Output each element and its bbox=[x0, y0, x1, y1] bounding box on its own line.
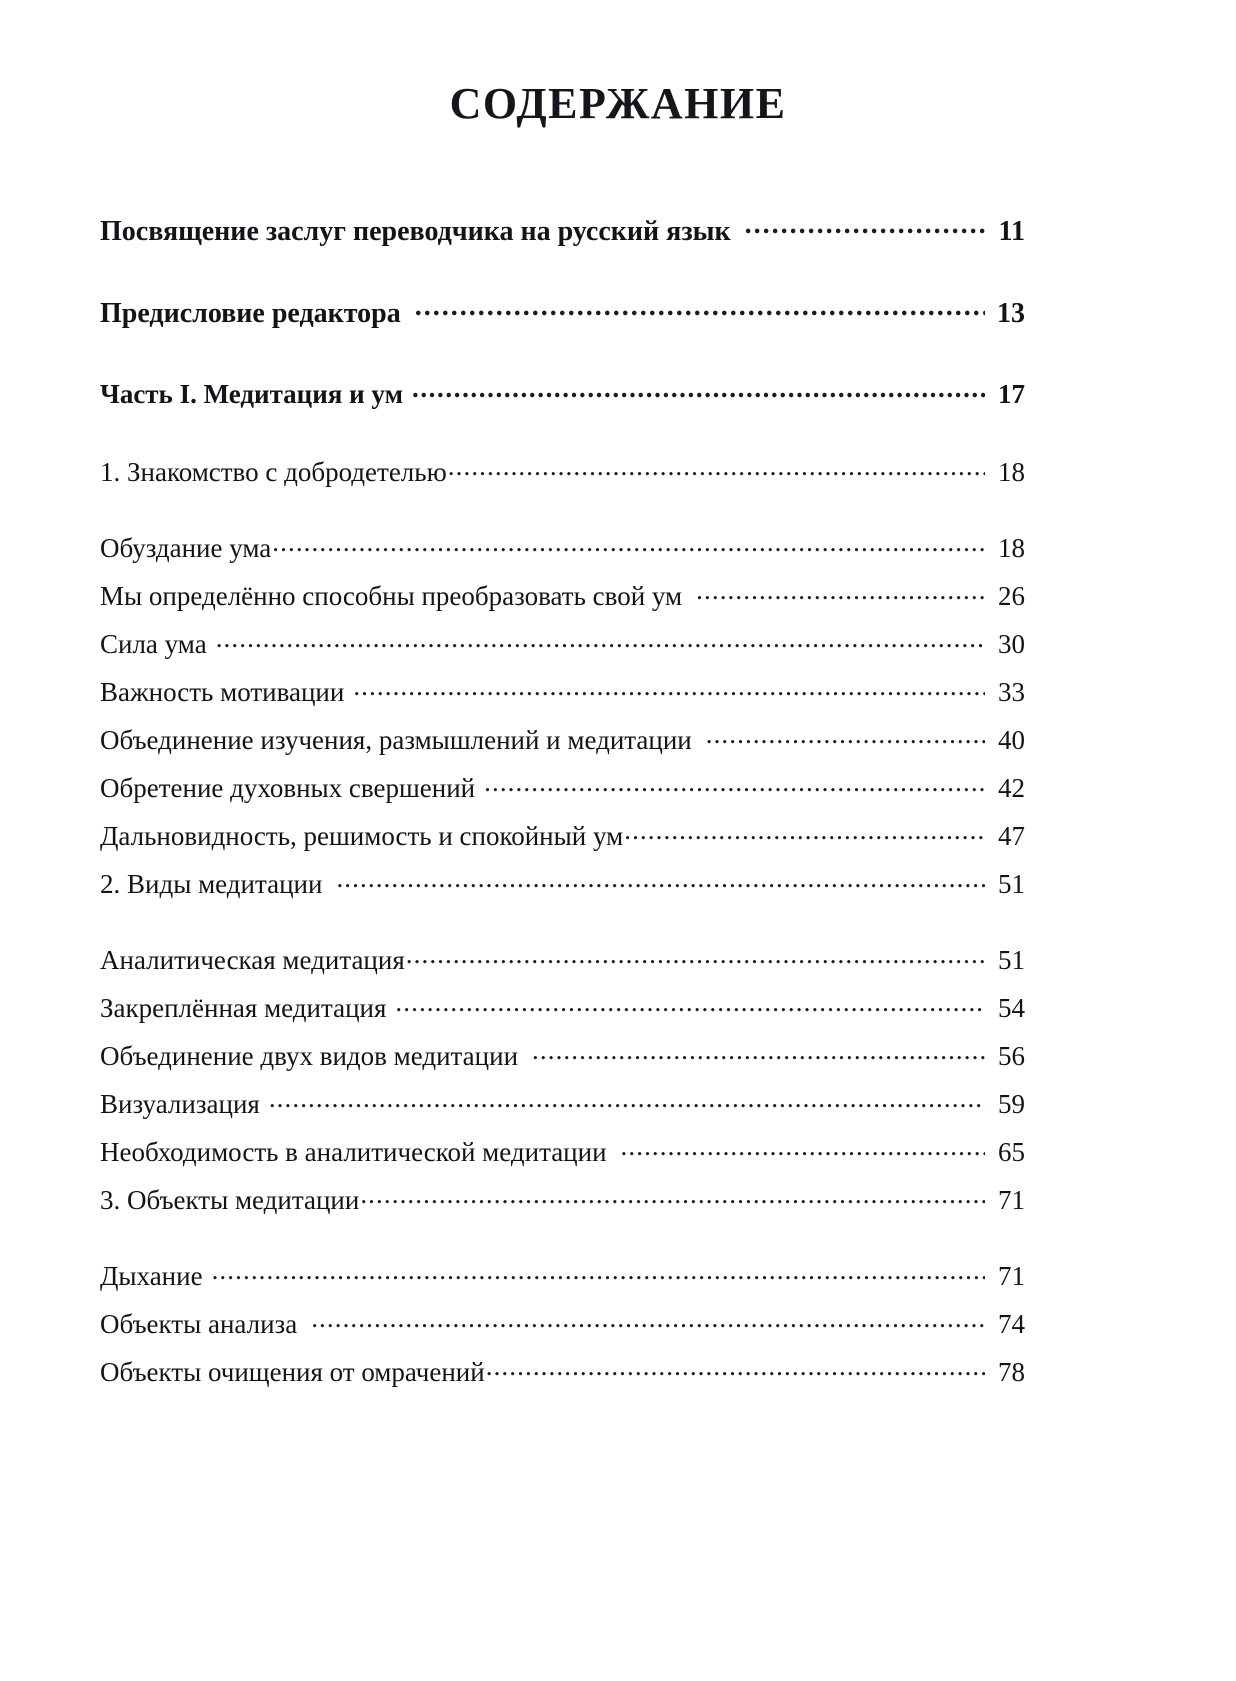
toc-entry-page-number: 47 bbox=[998, 821, 1025, 851]
toc-entry-label: Объединение двух видов медитации bbox=[100, 1041, 519, 1071]
toc-entry-page-number: 71 bbox=[998, 1185, 1025, 1215]
toc-leader-dots bbox=[706, 722, 985, 749]
toc-entry-page-number: 59 bbox=[998, 1089, 1025, 1119]
toc-entry[interactable] bbox=[100, 294, 1025, 328]
toc-entry-label: Объекты анализа bbox=[100, 1309, 298, 1339]
toc-entry-page-number: 74 bbox=[998, 1309, 1025, 1339]
toc-leader-dots bbox=[745, 212, 985, 240]
toc-entry-label: Визуализация bbox=[100, 1089, 260, 1119]
toc-entry-page-number: 65 bbox=[998, 1137, 1025, 1167]
toc-leader-dots bbox=[336, 866, 985, 893]
toc-entry-label: Обуздание ума bbox=[100, 533, 272, 563]
toc-entry[interactable] bbox=[100, 626, 1025, 658]
toc-leader-dots bbox=[484, 770, 985, 797]
toc-entry[interactable] bbox=[100, 212, 1025, 246]
toc-entry[interactable] bbox=[100, 1086, 1025, 1118]
toc-entry-page-number: 26 bbox=[998, 581, 1025, 611]
toc-leader-dots bbox=[415, 294, 985, 322]
toc-entry[interactable] bbox=[100, 770, 1025, 802]
toc-leader-dots bbox=[532, 1038, 985, 1065]
toc-entry[interactable] bbox=[100, 1306, 1025, 1338]
toc-leader-dots bbox=[395, 990, 985, 1017]
toc-entry-page-number: 13 bbox=[997, 298, 1025, 329]
toc-leader-dots bbox=[311, 1306, 985, 1333]
toc-leader-dots bbox=[216, 626, 985, 653]
toc-entry-page-number: 40 bbox=[998, 725, 1025, 755]
toc-entry-label: Обретение духовных свершений bbox=[100, 773, 476, 803]
toc-entry[interactable] bbox=[100, 1258, 1025, 1290]
toc-entry-label: Объединение изучения, размышлений и медитации bbox=[100, 725, 692, 755]
toc-entry-label: Часть I. Медитация и ум bbox=[100, 379, 403, 409]
toc-entry[interactable] bbox=[100, 818, 1025, 850]
toc-entry-label: Дальновидность, решимость и спокойный ум bbox=[100, 821, 624, 851]
toc-leader-dots bbox=[272, 530, 985, 557]
toc-entry-label: 1. Знакомство с добродетелью bbox=[100, 457, 447, 487]
toc-entry[interactable] bbox=[100, 1182, 1025, 1214]
toc-entry-label: 3. Объекты медитации bbox=[100, 1185, 360, 1215]
toc-leader-dots bbox=[412, 376, 985, 403]
toc-leader-dots bbox=[212, 1258, 985, 1285]
toc-entry-page-number: 78 bbox=[998, 1357, 1025, 1387]
toc-entry-page-number: 33 bbox=[998, 677, 1025, 707]
toc-entry-page-number: 51 bbox=[998, 869, 1025, 899]
toc-leader-dots bbox=[621, 1134, 985, 1161]
toc-leader-dots bbox=[360, 1182, 985, 1209]
toc-entry-page-number: 17 bbox=[998, 379, 1025, 409]
toc-entry-page-number: 56 bbox=[998, 1041, 1025, 1071]
toc-leader-dots bbox=[269, 1086, 985, 1113]
toc-entry[interactable] bbox=[100, 578, 1025, 610]
toc-leader-dots bbox=[696, 578, 985, 605]
toc-entry[interactable] bbox=[100, 1038, 1025, 1070]
toc-entry-label: Посвящение заслуг переводчика на русский язык bbox=[100, 216, 731, 247]
toc-entry-label: Аналитическая медитация bbox=[100, 945, 405, 975]
toc-leader-dots bbox=[624, 818, 985, 845]
toc-entry-page-number: 18 bbox=[998, 457, 1025, 487]
toc-entry[interactable] bbox=[100, 1134, 1025, 1166]
toc-entry-label: Закреплённая медитация bbox=[100, 993, 387, 1023]
toc-entry-page-number: 30 bbox=[998, 629, 1025, 659]
toc-entry[interactable] bbox=[100, 530, 1025, 562]
toc-entry-page-number: 18 bbox=[998, 533, 1025, 563]
toc-leader-dots bbox=[448, 454, 985, 481]
toc-leader-dots bbox=[486, 1354, 985, 1381]
toc-entry-label: 2. Виды медитации bbox=[100, 869, 323, 899]
toc-entry-page-number: 71 bbox=[998, 1261, 1025, 1291]
page-title: СОДЕРЖАНИЕ bbox=[449, 79, 787, 128]
toc-leader-dots bbox=[406, 942, 985, 969]
toc-entry[interactable] bbox=[100, 866, 1025, 898]
toc-entry-label: Мы определённо способны преобразовать свой ум bbox=[100, 581, 683, 611]
toc-entry[interactable] bbox=[100, 1354, 1025, 1386]
toc-entry-label: Важность мотивации bbox=[100, 677, 345, 707]
toc-entry-page-number: 51 bbox=[998, 945, 1025, 975]
toc-list bbox=[100, 212, 1025, 1402]
toc-entry[interactable] bbox=[100, 722, 1025, 754]
toc-leader-dots bbox=[353, 674, 985, 701]
toc-entry-page-number: 54 bbox=[998, 993, 1025, 1023]
toc-entry-label: Объекты очищения от омрачений bbox=[100, 1357, 485, 1387]
toc-entry-label: Предисловие редактора bbox=[100, 298, 401, 329]
toc-entry-page-number: 42 bbox=[998, 773, 1025, 803]
toc-entry-label: Дыхание bbox=[100, 1261, 203, 1291]
toc-entry[interactable] bbox=[100, 990, 1025, 1022]
toc-entry-label: Сила ума bbox=[100, 629, 207, 659]
toc-entry[interactable] bbox=[100, 942, 1025, 974]
toc-entry[interactable] bbox=[100, 454, 1025, 486]
toc-entry-page-number: 11 bbox=[998, 216, 1025, 247]
toc-entry[interactable] bbox=[100, 376, 1025, 408]
toc-entry[interactable] bbox=[100, 674, 1025, 706]
toc-entry-label: Необходимость в аналитической медитации bbox=[100, 1137, 607, 1167]
